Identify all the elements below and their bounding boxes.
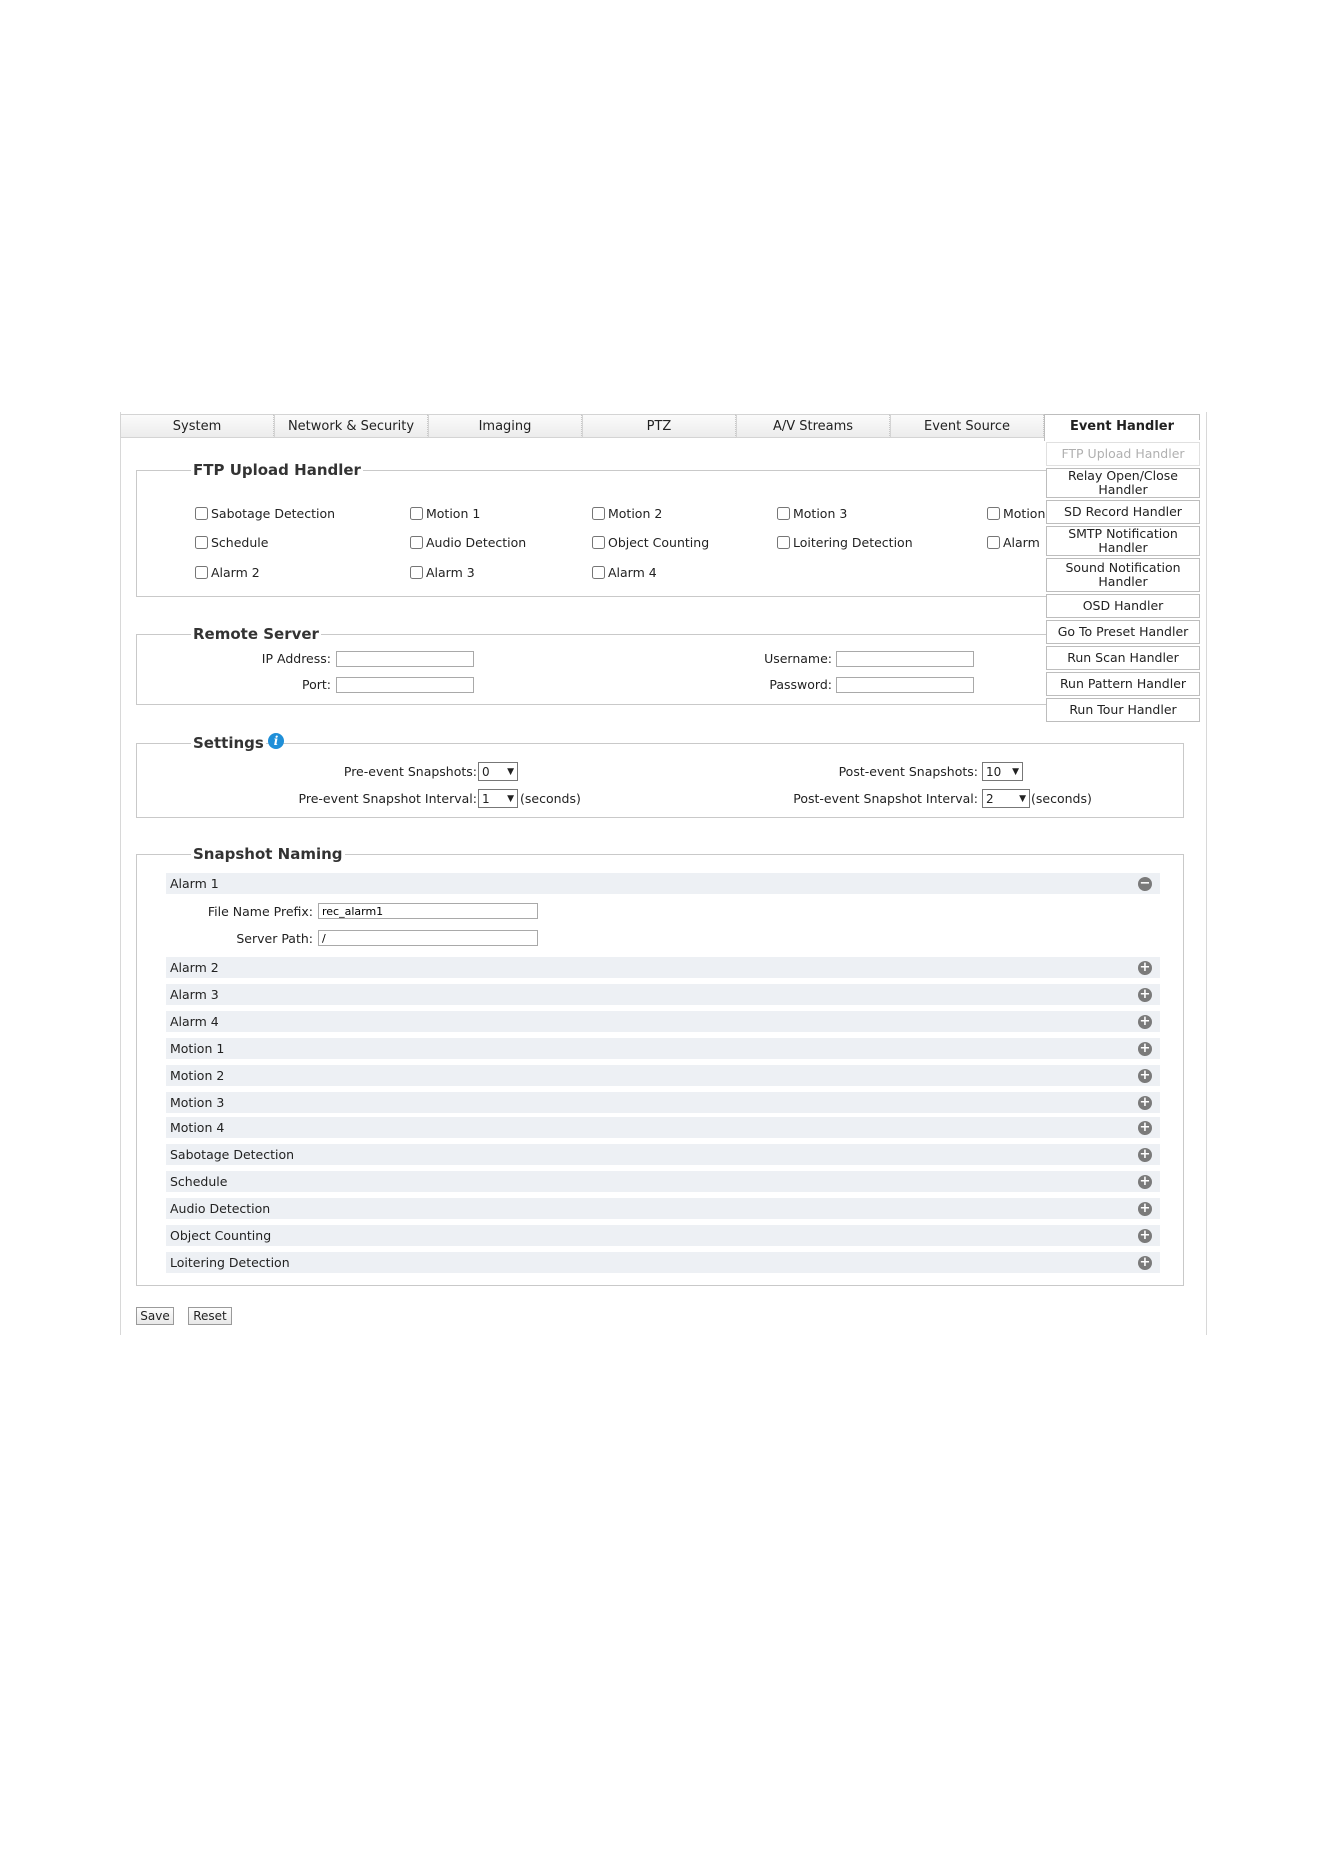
checkbox-label: Motion 2 (608, 506, 663, 521)
expand-icon[interactable]: + (1139, 1146, 1151, 1162)
main-tab-bar (120, 414, 1207, 440)
naming-row-motion-4[interactable] (166, 1117, 1160, 1138)
checkbox-label: Alarm 2 (211, 565, 260, 580)
post-event-interval-select[interactable] (982, 789, 1030, 808)
naming-row-sabotage-detection[interactable] (166, 1144, 1160, 1165)
naming-row-label: Object Counting (170, 1228, 272, 1243)
naming-row-motion-2[interactable] (166, 1065, 1160, 1086)
tab-network-security[interactable]: Network & Security (274, 414, 428, 438)
checkbox-alarm-4[interactable] (592, 565, 657, 580)
checkbox-label: Schedule (211, 535, 269, 550)
naming-row-label: Loitering Detection (170, 1255, 290, 1270)
naming-row-label: Motion 3 (170, 1095, 225, 1110)
checkbox-label: Motion 3 (793, 506, 848, 521)
chevron-down-icon: ▼ (1012, 766, 1019, 777)
naming-row-object-counting[interactable] (166, 1225, 1160, 1246)
select-value: 1 (482, 791, 490, 806)
expand-icon[interactable]: + (1139, 1254, 1151, 1270)
checkbox-alarm-3[interactable] (410, 565, 475, 580)
ip-address-label: IP Address: (261, 651, 331, 666)
checkbox-alarm-2[interactable] (195, 565, 260, 580)
menu-item-relay-handler[interactable]: Relay Open/Close Handler (1046, 468, 1200, 498)
expand-icon[interactable]: + (1139, 1119, 1151, 1135)
checkbox-motion-2[interactable] (592, 506, 662, 521)
handler-menu (1046, 440, 1200, 722)
post-event-snapshots-select[interactable] (982, 762, 1023, 781)
expand-icon[interactable]: + (1139, 1094, 1151, 1110)
checkbox-motion-4[interactable] (987, 506, 1045, 521)
info-icon[interactable]: i (268, 733, 284, 749)
checkbox-motion-1[interactable] (410, 506, 480, 521)
checkbox-loitering-detection[interactable] (777, 535, 913, 550)
naming-row-loitering-detection[interactable] (166, 1252, 1160, 1273)
expand-icon[interactable]: + (1139, 1200, 1151, 1216)
port-input[interactable] (336, 677, 474, 693)
menu-item-smtp-handler[interactable]: SMTP Notification Handler (1046, 526, 1200, 556)
menu-item-run-pattern-handler[interactable]: Run Pattern Handler (1046, 672, 1200, 696)
expand-icon[interactable]: + (1139, 1227, 1151, 1243)
checkbox-label: Alarm (1003, 535, 1040, 550)
tab-ptz[interactable]: PTZ (582, 414, 736, 438)
checkbox-motion-3[interactable] (777, 506, 847, 521)
select-value: 10 (986, 764, 1002, 779)
menu-item-sound-handler[interactable]: Sound Notification Handler (1046, 558, 1200, 592)
naming-row-schedule[interactable] (166, 1171, 1160, 1192)
pre-event-interval-label: Pre-event Snapshot Interval: (298, 791, 477, 806)
naming-row-alarm-2[interactable] (166, 957, 1160, 978)
ftp-legend: FTP Upload Handler (193, 461, 361, 479)
naming-row-alarm-4[interactable] (166, 1011, 1160, 1032)
naming-row-label: Alarm 4 (170, 1014, 219, 1029)
naming-row-label: Motion 4 (170, 1120, 225, 1135)
menu-item-run-tour-handler[interactable]: Run Tour Handler (1046, 698, 1200, 722)
file-name-prefix-input[interactable] (318, 903, 538, 919)
chevron-down-icon: ▼ (507, 793, 514, 804)
tab-event-handler[interactable]: Event Handler (1044, 414, 1200, 441)
menu-item-run-scan-handler[interactable]: Run Scan Handler (1046, 646, 1200, 670)
select-value: 2 (986, 791, 994, 806)
naming-row-motion-3[interactable] (166, 1092, 1160, 1113)
pre-event-snapshots-label: Pre-event Snapshots: (343, 764, 477, 779)
checkbox-schedule[interactable] (195, 535, 268, 550)
ip-address-input[interactable] (336, 651, 474, 667)
menu-item-goto-preset-handler[interactable]: Go To Preset Handler (1046, 620, 1200, 644)
checkbox-label: Alarm 3 (426, 565, 475, 580)
username-input[interactable] (836, 651, 974, 667)
expand-icon[interactable]: + (1139, 1013, 1151, 1029)
pre-event-snapshots-select[interactable] (478, 762, 518, 781)
naming-row-label: Motion 1 (170, 1041, 225, 1056)
checkbox-audio-detection[interactable] (410, 535, 526, 550)
naming-row-label: Sabotage Detection (170, 1147, 295, 1162)
collapse-icon[interactable]: − (1139, 875, 1151, 891)
checkbox-label: Motion (1003, 506, 1046, 521)
naming-row-label: Alarm 3 (170, 987, 219, 1002)
password-input[interactable] (836, 677, 974, 693)
naming-row-motion-1[interactable] (166, 1038, 1160, 1059)
ftp-upload-fieldset (136, 461, 1184, 597)
naming-row-alarm-1[interactable] (166, 873, 1160, 894)
menu-item-sd-record-handler[interactable]: SD Record Handler (1046, 500, 1200, 524)
naming-row-label: Audio Detection (170, 1201, 271, 1216)
expand-icon[interactable]: + (1139, 1067, 1151, 1083)
menu-item-ftp-upload-handler[interactable]: FTP Upload Handler (1046, 442, 1200, 466)
checkbox-label: Object Counting (608, 535, 710, 550)
snapshot-naming-legend: Snapshot Naming (193, 845, 343, 863)
naming-row-label: Motion 2 (170, 1068, 225, 1083)
settings-legend: Settings (193, 734, 264, 752)
checkbox-label: Alarm 4 (608, 565, 657, 580)
select-value: 0 (482, 764, 490, 779)
checkbox-alarm-1[interactable] (987, 535, 1040, 550)
password-label: Password: (769, 677, 832, 692)
post-interval-unit: (seconds) (1031, 791, 1092, 806)
naming-row-label: Schedule (170, 1174, 228, 1189)
server-path-input[interactable] (318, 930, 538, 946)
checkbox-label: Loitering Detection (793, 535, 913, 550)
expand-icon[interactable]: + (1139, 986, 1151, 1002)
tab-av-streams[interactable]: A/V Streams (736, 414, 890, 438)
remote-server-legend: Remote Server (193, 625, 319, 643)
expand-icon[interactable]: + (1139, 1173, 1151, 1189)
checkbox-label: Sabotage Detection (211, 506, 336, 521)
chevron-down-icon: ▼ (507, 766, 514, 777)
menu-item-osd-handler[interactable]: OSD Handler (1046, 594, 1200, 618)
naming-row-label: Alarm 1 (170, 876, 219, 891)
tab-system[interactable]: System (120, 414, 274, 438)
tab-event-source[interactable]: Event Source (890, 414, 1044, 438)
file-name-prefix-label: File Name Prefix: (207, 904, 313, 919)
checkbox-label: Motion 1 (426, 506, 481, 521)
username-label: Username: (764, 651, 832, 666)
naming-row-alarm-3[interactable] (166, 984, 1160, 1005)
port-label: Port: (302, 677, 331, 692)
naming-row-audio-detection[interactable] (166, 1198, 1160, 1219)
expand-icon[interactable]: + (1139, 1040, 1151, 1056)
tab-imaging[interactable]: Imaging (428, 414, 582, 438)
checkbox-sabotage-detection[interactable] (195, 506, 335, 521)
save-button[interactable]: Save (136, 1307, 174, 1325)
pre-event-interval-select[interactable] (478, 789, 518, 808)
post-event-snapshots-label: Post-event Snapshots: (838, 764, 978, 779)
checkbox-object-counting[interactable] (592, 535, 709, 550)
naming-row-label: Alarm 2 (170, 960, 219, 975)
checkbox-label: Audio Detection (426, 535, 527, 550)
pre-interval-unit: (seconds) (520, 791, 581, 806)
server-path-label: Server Path: (236, 931, 313, 946)
post-event-interval-label: Post-event Snapshot Interval: (793, 791, 978, 806)
chevron-down-icon: ▼ (1019, 793, 1026, 804)
reset-button[interactable]: Reset (188, 1307, 232, 1325)
expand-icon[interactable]: + (1139, 959, 1151, 975)
